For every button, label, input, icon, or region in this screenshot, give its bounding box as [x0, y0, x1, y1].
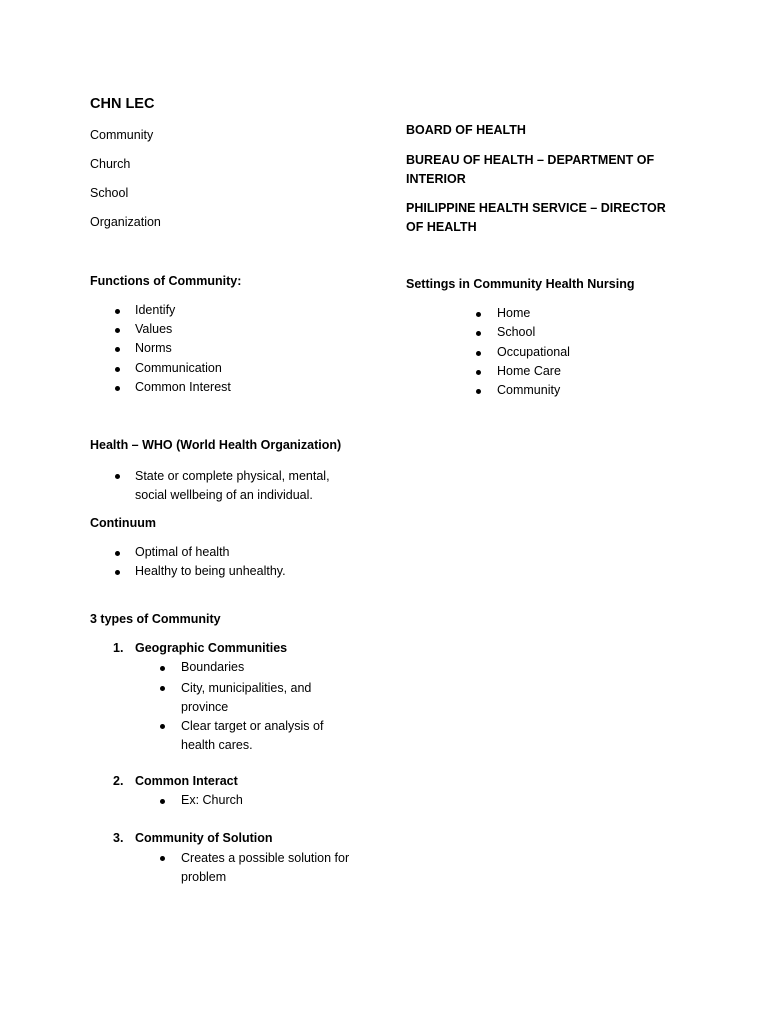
- type-item: City, municipalities, and province: [181, 681, 312, 714]
- type-label: Geographic Communities: [135, 641, 288, 655]
- intro-item: Organization: [90, 215, 161, 229]
- health-item: State or complete physical, mental, social wellbeing of an individual.: [135, 469, 330, 502]
- bullet-icon: [115, 474, 120, 479]
- bullet-icon: [115, 386, 120, 391]
- bullet-icon: [115, 551, 120, 556]
- bullet-icon: [160, 799, 165, 804]
- bullet-icon: [160, 666, 165, 671]
- right-heading: BUREAU OF HEALTH – DEPARTMENT OF INTERIOR: [406, 153, 655, 186]
- type-number: 1.: [113, 641, 124, 655]
- right-heading: PHILIPPINE HEALTH SERVICE – DIRECTOR OF HEALTH: [406, 201, 666, 234]
- types-heading: 3 types of Community: [90, 612, 221, 626]
- continuum-heading: Continuum: [90, 516, 156, 530]
- bullet-icon: [476, 389, 481, 394]
- bullet-icon: [160, 686, 165, 691]
- functions-item: Values: [135, 322, 173, 336]
- type-item: Boundaries: [181, 660, 245, 674]
- type-item: Creates a possible solution for problem: [181, 851, 350, 884]
- settings-item: Home: [497, 306, 531, 320]
- settings-item: Community: [497, 383, 561, 397]
- functions-item: Norms: [135, 341, 172, 355]
- type-item: Clear target or analysis of health cares.: [181, 719, 324, 752]
- bullet-icon: [476, 312, 481, 317]
- health-heading: Health – WHO (World Health Organization): [90, 438, 342, 452]
- document-title: CHN LEC: [90, 96, 155, 112]
- bullet-icon: [115, 347, 120, 352]
- settings-item: Occupational: [497, 345, 570, 359]
- functions-item: Common Interest: [135, 380, 231, 394]
- continuum-item: Optimal of health: [135, 545, 230, 559]
- settings-item: Home Care: [497, 364, 561, 378]
- type-label: Common Interact: [135, 774, 238, 788]
- settings-heading: Settings in Community Health Nursing: [406, 277, 635, 291]
- type-number: 2.: [113, 774, 124, 788]
- bullet-icon: [160, 724, 165, 729]
- type-label: Community of Solution: [135, 831, 273, 845]
- continuum-item: Healthy to being unhealthy.: [135, 564, 286, 578]
- right-heading: BOARD OF HEALTH: [406, 123, 526, 137]
- bullet-icon: [115, 328, 120, 333]
- bullet-icon: [476, 331, 481, 336]
- type-item: Ex: Church: [181, 793, 243, 807]
- intro-item: School: [90, 186, 129, 200]
- bullet-icon: [115, 309, 120, 314]
- intro-item: Community: [90, 128, 154, 142]
- bullet-icon: [476, 351, 481, 356]
- bullet-icon: [160, 856, 165, 861]
- functions-item: Communication: [135, 361, 222, 375]
- bullet-icon: [115, 570, 120, 575]
- functions-item: Identify: [135, 303, 176, 317]
- intro-item: Church: [90, 157, 131, 171]
- functions-heading: Functions of Community:: [90, 274, 242, 288]
- type-number: 3.: [113, 831, 124, 845]
- bullet-icon: [115, 367, 120, 372]
- settings-item: School: [497, 325, 536, 339]
- bullet-icon: [476, 370, 481, 375]
